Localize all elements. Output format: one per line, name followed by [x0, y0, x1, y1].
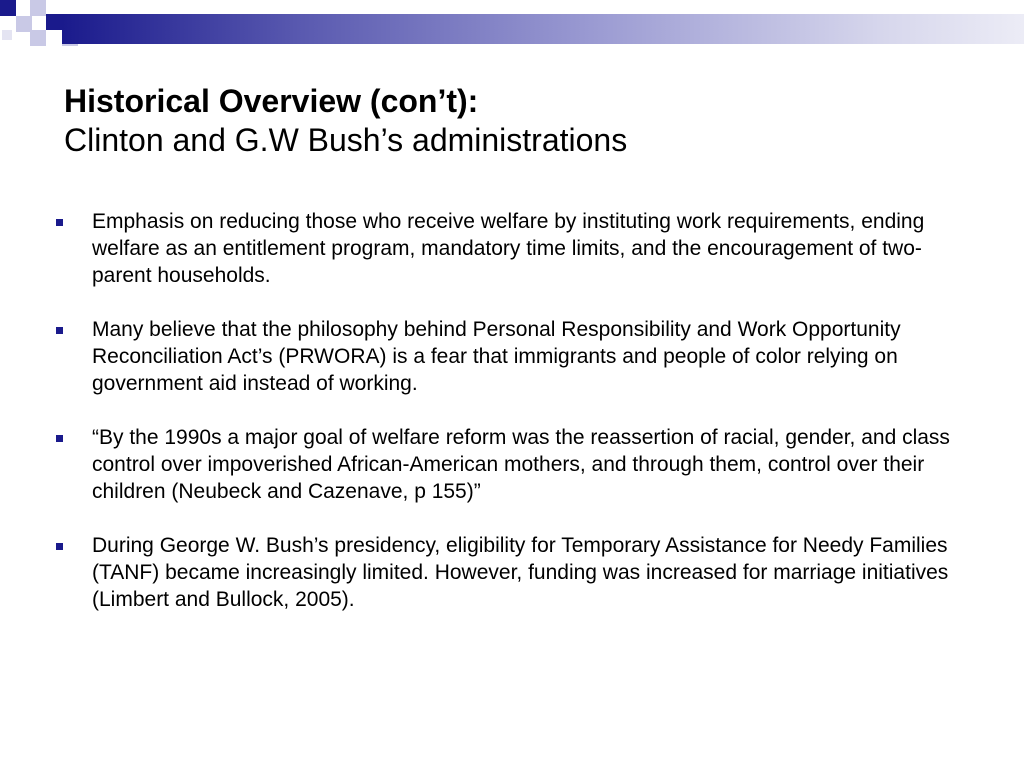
bullet-item [52, 208, 972, 289]
bullet-item [52, 424, 972, 505]
decor-square [2, 30, 12, 40]
decor-square [30, 0, 46, 16]
bullet-text: “By the 1990s a major goal of welfare reform was the reassertion of racial, gender, and class control over impoverished African-American mothers, and through them, control over their children (Neubeck and Cazenave, p 155)” [92, 426, 950, 503]
bullet-text: Emphasis on reducing those who receive welfare by instituting work requirements, ending welfare as an entitlement program, mandatory time limits, and the encouragement of two-parent households. [92, 210, 925, 287]
bullet-square-icon [56, 219, 63, 226]
bullet-item [52, 532, 972, 613]
decor-square [46, 14, 62, 30]
bullet-item [52, 316, 972, 397]
decor-square [30, 30, 46, 46]
bullet-text: Many believe that the philosophy behind Personal Responsibility and Work Opportunity Reconciliation Act’s (PRWORA) is a fear that immigrants and people of color relying on government aid instead of working. [92, 318, 901, 395]
bullet-square-icon [56, 327, 63, 334]
title-block [64, 82, 964, 160]
bullet-square-icon [56, 435, 63, 442]
slide-title: Historical Overview (con’t): [64, 83, 479, 119]
bullet-list [52, 208, 972, 640]
bullet-text: During George W. Bush’s presidency, eligibility for Temporary Assistance for Needy Families (TANF) became increasingly limited. However, funding was increased for marriage initiatives (Limbert and Bullock, 2005). [92, 534, 949, 611]
slide-subtitle: Clinton and G.W Bush’s administrations [64, 122, 628, 158]
header-gradient-bar [62, 14, 1024, 44]
bullet-square-icon [56, 543, 63, 550]
decor-square [0, 0, 16, 16]
